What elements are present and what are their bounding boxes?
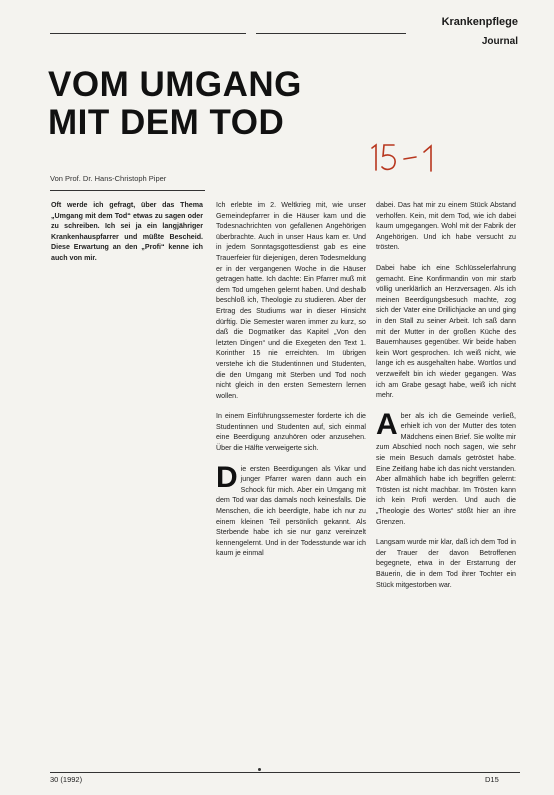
paragraph: Ich erlebte im 2. Weltkrieg mit, wie unser Gemeindepfarrer in die Häuser kam und die Todesnachrichten von gefallenen Angehörigen überbrachte. Auch in unser Haus kam er. Und in jedem Sonntagsgottesdienst gab es eine Trauerfeier für diejenigen, deren Todesmeldung er in der vergangenen Woche in die Häuser getragen hatte. Ich dachte: Ein Pfarrer muß mit dem Tod umgehen gelernt haben. Und deshalb beschloß ich, Theologie zu studieren. Aber der Ertrag des Studiums war in dieser Hinsicht dürftig. Die Semester waren immer zu kurz, so daß die Dogmatiker das Kapitel „Von den letzten Dingen“ und die Exegeten den Text 1. Korinther 15 nie erreichten. Im übrigen verstehe ich die Studentinnen und Studenten, die den Umgang mit Sterben und Tod noch nicht gleich in den ersten Semestern lernen wollen. [216, 201, 366, 400]
paragraph-dropcap [376, 407, 516, 528]
article-title [48, 66, 378, 142]
journal-label: Journal [481, 36, 518, 47]
paragraph: Dabei habe ich eine Schlüsselerfahrung gemacht. Eine Konfirmandin von mir starb völlig unerklärlich an Herzversagen. Als ich meinen Beerdigungsbesuch machte, zog sich der Vater eine Drillichjacke an und ging in den Stall zu seiner Arbeit. Ich saß dann mit der Mutter in der großen Küche des Bauernhauses gegenüber. Wir beide haben kein Wort gesprochen. Ich weiß nicht, wie lange ich es ausgehalten habe. Wortlos und verzweifelt bin ich wieder gegangen. Was ich am Grabe gesagt habe, weiß ich nicht mehr. [376, 263, 516, 400]
header-rule-left [50, 33, 246, 34]
byline: Von Prof. Dr. Hans-Christoph Piper [50, 174, 167, 183]
header-rule-right [256, 33, 406, 34]
paragraph-text: ie ersten Beerdigungen als Vikar und junger Pfarrer waren dann auch ein Schock für mich. Aber ein Umgang mit dem Tod war das damals noch keinesfalls. Die Menschen, die ich beerdigte, habe ich nur zu einem kleinen Teil persönlich gekannt. Als Sterbende habe ich sie nur ganz vereinzelt kennengelernt. Und in der Todesstunde war ich kaum je einmal [216, 464, 366, 558]
paragraph: In einem Einführungssemester forderte ich die Studentinnen und Studenten auf, sich einmal eine Beerdigung anzuhören oder anzusehen. Über die Hälfte verweigerte sich. [216, 412, 366, 453]
column-1 [51, 200, 203, 274]
column-2 [216, 200, 366, 569]
paragraph-dropcap [216, 460, 366, 559]
center-dot [258, 768, 261, 771]
paragraph: dabei. Das hat mir zu einem Stück Abstand verholfen. Kein, mit dem Tod, wie ich dabei kaum umgegangen. Wohl mit der Fabrik der Angehörigen. Und ich habe versucht zu trösten. [376, 201, 516, 252]
lead-paragraph: Oft werde ich gefragt, über das Thema „Umgang mit dem Tod“ etwas zu sagen oder zu schreiben. Ich sei ja ein langjähriger Krankenhauspfarrer und müßte Bescheid. Diese Erwartung an den „Profi“ kenne ich auch von mir. [51, 201, 203, 262]
footer-code: D15 [485, 775, 499, 784]
drop-cap: A [376, 407, 398, 441]
footer-page-ref: 30 (1992) [50, 775, 83, 784]
byline-rule [50, 190, 205, 191]
paragraph-text: ber als ich die Gemeinde verließ, erhielt ich von der Mutter des toten Mädchens einen Brief. Sie wollte mir zum Abschied noch noch sagen, wie sehr sie mein Besuch damals getröstet habe. Eine Zeitlang habe ich das nicht verstanden. Aber allmählich habe ich begriffen gelernt: Trösten ist nicht machbar. Im Trösten kann ich kein Profi werden. Und auch die „Theologie des Wortes“ stößt hier an ihre Grenzen. [376, 411, 516, 526]
paragraph: Langsam wurde mir klar, daß ich dem Tod in der Trauer der davon Betroffenen begegnete, etwa in der Erstarrung der Bäuerin, die in dem Tod ihrer Tochter ein Stück mitgestorben war. [376, 538, 516, 589]
drop-cap: D [216, 460, 238, 494]
title-line-2: MIT DEM TOD [48, 103, 285, 142]
column-3 [376, 200, 516, 600]
handwritten-note [366, 140, 446, 174]
title-line-1: VOM UMGANG [48, 65, 302, 104]
section-label: Krankenpflege [441, 16, 518, 28]
footer-rule [50, 772, 520, 773]
